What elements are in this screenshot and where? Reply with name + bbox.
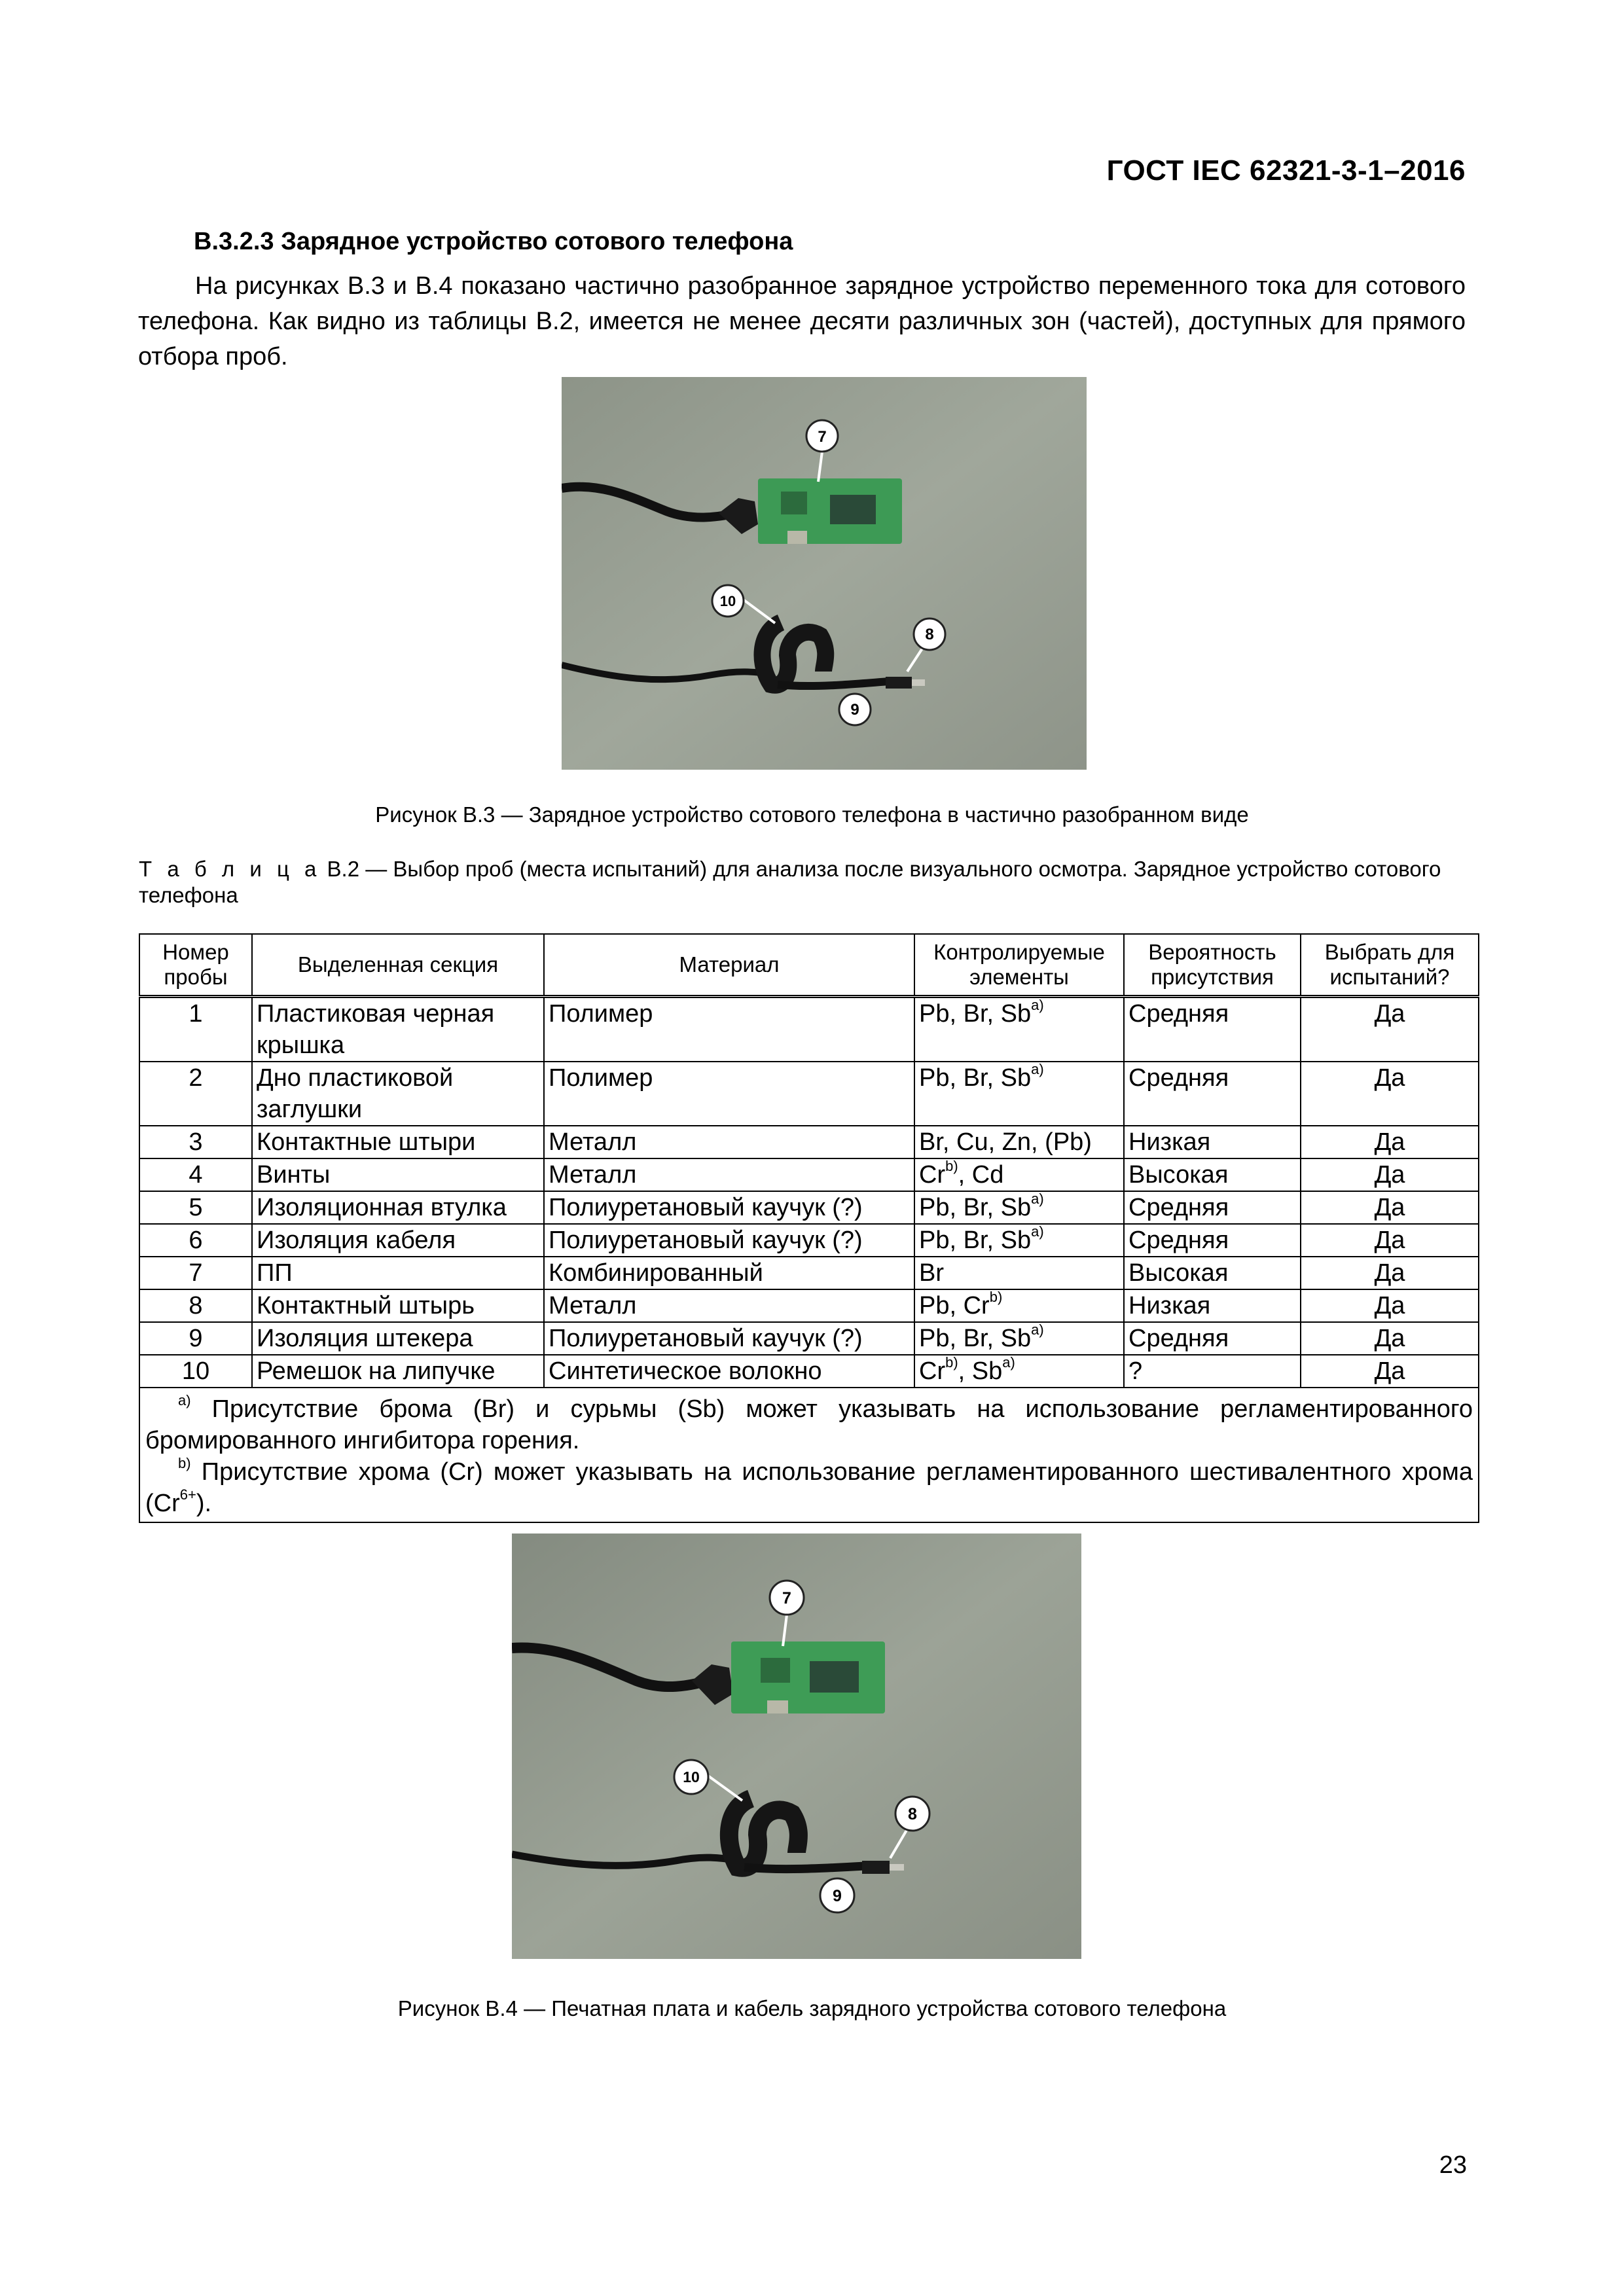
cell-probability: ? xyxy=(1124,1355,1301,1388)
cell-section: Винты xyxy=(252,1158,544,1191)
figure-b3-photo xyxy=(562,377,1087,770)
cell-probability: Средняя xyxy=(1124,1191,1301,1224)
cell-material: Синтетическое волокно xyxy=(544,1355,914,1388)
table-row xyxy=(139,1322,1479,1355)
header-select: Выбрать для испытаний? xyxy=(1301,934,1479,997)
cell-section: Изоляция кабеля xyxy=(252,1224,544,1257)
cell-material: Полимер xyxy=(544,997,914,1062)
footnote-a xyxy=(145,1393,1473,1456)
cell-material: Полиуретановый каучук (?) xyxy=(544,1191,914,1224)
cell-probability: Низкая xyxy=(1124,1126,1301,1158)
cell-number: 4 xyxy=(139,1158,252,1191)
elements-note: b) xyxy=(989,1289,1003,1306)
cell-probability: Высокая xyxy=(1124,1257,1301,1289)
page-number: 23 xyxy=(1439,2151,1467,2179)
cell-elements xyxy=(914,1322,1124,1355)
cell-number: 3 xyxy=(139,1126,252,1158)
elements-tail: , Sb xyxy=(958,1357,1003,1385)
table-row xyxy=(139,1126,1479,1158)
elements-note: а) xyxy=(1031,1061,1044,1078)
cell-number: 10 xyxy=(139,1355,252,1388)
cell-select: Да xyxy=(1301,997,1479,1062)
footnote-b-superscript: 6+ xyxy=(179,1486,196,1503)
figure-b4-caption: Рисунок В.4 — Печатная плата и кабель зарядного устройства сотового телефона xyxy=(397,1996,1227,2020)
cell-number: 6 xyxy=(139,1224,252,1257)
callout-10: 10 xyxy=(683,1768,700,1785)
elements-tail: , Cd xyxy=(958,1161,1004,1189)
cell-section: Пластиковая черная крышка xyxy=(252,997,544,1062)
table-row xyxy=(139,1158,1479,1191)
callout-10: 10 xyxy=(719,593,736,609)
callout-9: 9 xyxy=(850,701,859,719)
table-row xyxy=(139,1257,1479,1289)
cell-material: Полиуретановый каучук (?) xyxy=(544,1224,914,1257)
cell-number: 1 xyxy=(139,997,252,1062)
elements-text: Pb, Cr xyxy=(919,1292,990,1319)
elements-note: а) xyxy=(1031,1223,1044,1240)
table-row xyxy=(139,1355,1479,1388)
cell-select: Да xyxy=(1301,1191,1479,1224)
cell-section: Ремешок на липучке xyxy=(252,1355,544,1388)
sample-selection-table xyxy=(139,933,1479,1523)
elements-text: Pb, Br, Sb xyxy=(919,1000,1032,1028)
cell-number: 2 xyxy=(139,1062,252,1126)
callout-8: 8 xyxy=(925,626,934,643)
elements-text: Cr xyxy=(919,1357,946,1385)
elements-note: а) xyxy=(1031,1191,1044,1208)
elements-text: Pb, Br, Sb xyxy=(919,1227,1032,1254)
cell-number: 8 xyxy=(139,1289,252,1322)
header-elements: Контролируемые элементы xyxy=(914,934,1124,997)
table-label: Т а б л и ц а xyxy=(139,857,321,881)
cell-select: Да xyxy=(1301,1158,1479,1191)
table-row xyxy=(139,997,1479,1062)
elements-tail-note: а) xyxy=(1002,1354,1015,1371)
cell-elements xyxy=(914,1355,1124,1388)
elements-text: Pb, Br, Sb xyxy=(919,1064,1032,1092)
cell-probability: Высокая xyxy=(1124,1158,1301,1191)
cell-section: Изоляция штекера xyxy=(252,1322,544,1355)
elements-text: Br xyxy=(919,1259,944,1287)
cell-material: Металл xyxy=(544,1158,914,1191)
table-row xyxy=(139,1289,1479,1322)
cell-section: Изоляционная втулка xyxy=(252,1191,544,1224)
footnote-b-mark: b) xyxy=(178,1455,191,1472)
cell-probability: Низкая xyxy=(1124,1289,1301,1322)
header-material: Материал xyxy=(544,934,914,997)
figure-b4-photo xyxy=(512,1534,1081,1959)
cell-elements xyxy=(914,1158,1124,1191)
elements-text: Cr xyxy=(919,1161,946,1189)
cell-select: Да xyxy=(1301,1355,1479,1388)
cell-select: Да xyxy=(1301,1257,1479,1289)
header-section: Выделенная секция xyxy=(252,934,544,997)
cell-select: Да xyxy=(1301,1062,1479,1126)
cell-section: Контактный штырь xyxy=(252,1289,544,1322)
elements-text: Br, Cu, Zn, (Pb) xyxy=(919,1128,1092,1156)
elements-note: а) xyxy=(1031,997,1044,1014)
cell-material: Комбинированный xyxy=(544,1257,914,1289)
section-heading: В.3.2.3 Зарядное устройство сотового телефона xyxy=(194,228,793,255)
footnotes-row xyxy=(139,1388,1479,1522)
header-number: Номер пробы xyxy=(139,934,252,997)
cell-probability: Средняя xyxy=(1124,1224,1301,1257)
callout-8: 8 xyxy=(908,1805,917,1823)
cell-probability: Средняя xyxy=(1124,997,1301,1062)
cell-elements xyxy=(914,1126,1124,1158)
intro-paragraph: На рисунках В.3 и В.4 показано частично разобранное зарядное устройство переменного тока для сотового телефона. Как видно из таблицы В.2, имеется не менее десяти различных зон (частей), доступных для прямого отбора проб. xyxy=(138,272,1466,370)
figure-b3-caption: Рисунок В.3 — Зарядное устройство сотового телефона в частично разобранном виде xyxy=(375,802,1249,827)
cell-number: 7 xyxy=(139,1257,252,1289)
table-row xyxy=(139,1224,1479,1257)
cell-section: Дно пластиковой заглушки xyxy=(252,1062,544,1126)
header-probability: Вероятность присутствия xyxy=(1124,934,1301,997)
cell-probability: Средняя xyxy=(1124,1062,1301,1126)
callout-7: 7 xyxy=(818,428,827,446)
footnote-a-mark: а) xyxy=(178,1392,191,1409)
cell-elements xyxy=(914,1224,1124,1257)
footnote-b xyxy=(145,1456,1473,1519)
table-row xyxy=(139,1062,1479,1126)
footnote-b-end: ). xyxy=(196,1490,212,1517)
cell-select: Да xyxy=(1301,1224,1479,1257)
cell-elements xyxy=(914,1257,1124,1289)
cell-number: 5 xyxy=(139,1191,252,1224)
elements-note: b) xyxy=(945,1158,958,1175)
table-title xyxy=(139,856,1468,908)
cell-material: Полиуретановый каучук (?) xyxy=(544,1322,914,1355)
cell-material: Металл xyxy=(544,1126,914,1158)
cell-material: Металл xyxy=(544,1289,914,1322)
cell-select: Да xyxy=(1301,1289,1479,1322)
cell-elements xyxy=(914,997,1124,1062)
callout-9: 9 xyxy=(833,1887,842,1905)
elements-text: Pb, Br, Sb xyxy=(919,1325,1032,1352)
document-code: ГОСТ IEC 62321-3-1–2016 xyxy=(1106,154,1466,187)
cell-elements xyxy=(914,1289,1124,1322)
elements-note: b) xyxy=(945,1354,958,1371)
cell-elements xyxy=(914,1062,1124,1126)
cell-section: ПП xyxy=(252,1257,544,1289)
table-header-row xyxy=(139,934,1479,997)
footnotes xyxy=(139,1388,1479,1522)
cell-number: 9 xyxy=(139,1322,252,1355)
footnote-a-text: Присутствие брома (Br) и сурьмы (Sb) может указывать на использование регламентированного бромированного ингибитора горения. xyxy=(145,1395,1473,1454)
cell-probability: Средняя xyxy=(1124,1322,1301,1355)
footnote-b-text: Присутствие хрома (Cr) может указывать на использование регламентированного шестивалентного хрома (Cr xyxy=(145,1458,1473,1517)
table-row xyxy=(139,1191,1479,1224)
cell-elements xyxy=(914,1191,1124,1224)
cell-material: Полимер xyxy=(544,1062,914,1126)
cell-section: Контактные штыри xyxy=(252,1126,544,1158)
cell-select: Да xyxy=(1301,1126,1479,1158)
elements-note: а) xyxy=(1031,1321,1044,1338)
table-title-text: В.2 — Выбор проб (места испытаний) для анализа после визуального осмотра. Зарядное устройство сотового телефона xyxy=(139,857,1441,907)
elements-text: Pb, Br, Sb xyxy=(919,1194,1032,1221)
cell-select: Да xyxy=(1301,1322,1479,1355)
callout-7: 7 xyxy=(782,1589,791,1607)
